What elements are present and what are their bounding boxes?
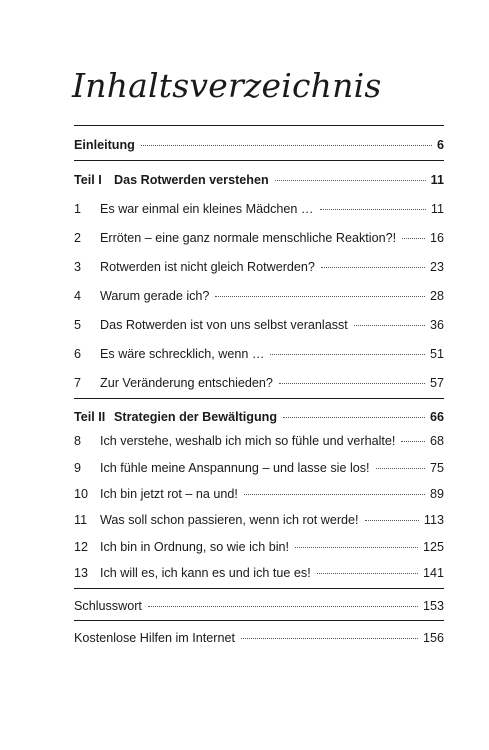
- toc-entry-schlusswort[interactable]: [74, 596, 444, 616]
- toc-page-number: 57: [429, 376, 444, 390]
- dot-leader: [141, 144, 432, 146]
- toc-entry-chapter-10[interactable]: [74, 484, 444, 504]
- toc-page-number: 36: [429, 318, 444, 332]
- toc-page-number: 66: [429, 410, 444, 424]
- toc-label: Strategien der Bewältigung: [114, 410, 278, 424]
- toc-part-number: Teil I: [74, 173, 102, 187]
- dot-leader: [275, 179, 426, 181]
- toc-page-number: 75: [429, 461, 444, 475]
- toc-entry-chapter-4[interactable]: [74, 286, 444, 306]
- toc-entry-chapter-2[interactable]: [74, 228, 444, 248]
- divider: [74, 125, 444, 126]
- dot-leader: [365, 519, 419, 521]
- toc-label: Was soll schon passieren, wenn ich rot werde!: [100, 513, 359, 527]
- page-title: Inhaltsverzeichnis: [72, 66, 382, 105]
- toc-label: Ich bin jetzt rot – na und!: [100, 487, 238, 501]
- toc-label: Ich bin in Ordnung, so wie ich bin!: [100, 540, 290, 554]
- toc-label: Warum gerade ich?: [100, 289, 210, 303]
- toc-chapter-number: 8: [74, 434, 82, 448]
- toc-chapter-number: 13: [74, 566, 89, 580]
- toc-page-number: 16: [429, 231, 444, 245]
- toc-page-number: 141: [422, 566, 444, 580]
- toc-entry-chapter-12[interactable]: [74, 537, 444, 557]
- toc-chapter-number: 9: [74, 461, 82, 475]
- dot-leader: [402, 237, 425, 239]
- toc-page-number: 28: [429, 289, 444, 303]
- toc-chapter-number: 5: [74, 318, 82, 332]
- toc-page-number: 153: [422, 599, 444, 613]
- toc-page-number: 11: [430, 202, 444, 216]
- toc-label: Ich fühle meine Anspannung – und lasse sie los!: [100, 461, 370, 475]
- toc-label: Kostenlose Hilfen im Internet: [74, 631, 236, 645]
- toc-label: Zur Veränderung entschieden?: [100, 376, 273, 390]
- dot-leader: [295, 546, 418, 548]
- dot-leader: [320, 208, 426, 210]
- dot-leader: [317, 572, 418, 574]
- toc-chapter-number: 11: [74, 513, 88, 527]
- toc-page-number: 51: [429, 347, 444, 361]
- toc-chapter-number: 3: [74, 260, 82, 274]
- toc-chapter-number: 7: [74, 376, 82, 390]
- dot-leader: [321, 266, 425, 268]
- toc-entry-part-1[interactable]: [74, 170, 444, 190]
- dot-leader: [215, 295, 425, 297]
- toc-page-number: 113: [423, 513, 444, 527]
- divider: [74, 620, 444, 621]
- dot-leader: [241, 637, 418, 639]
- toc-page-number: 156: [422, 631, 444, 645]
- toc-label: Rotwerden ist nicht gleich Rotwerden?: [100, 260, 315, 274]
- dot-leader: [244, 493, 425, 495]
- toc-entry-chapter-8[interactable]: [74, 431, 444, 451]
- toc-chapter-number: 6: [74, 347, 82, 361]
- dot-leader: [283, 416, 425, 418]
- dot-leader: [376, 467, 425, 469]
- toc-entry-chapter-13[interactable]: [74, 563, 444, 583]
- toc-label: Schlusswort: [74, 599, 142, 613]
- toc-entry-chapter-3[interactable]: [74, 257, 444, 277]
- toc-page-number: 89: [429, 487, 444, 501]
- toc-chapter-number: 12: [74, 540, 89, 554]
- toc-entry-chapter-6[interactable]: [74, 344, 444, 364]
- toc-page-number: 6: [436, 138, 444, 152]
- toc-label: Es wäre schrecklich, wenn …: [100, 347, 265, 361]
- dot-leader: [401, 440, 425, 442]
- dot-leader: [354, 324, 425, 326]
- toc-entry-chapter-1[interactable]: [74, 199, 444, 219]
- toc-label: Das Rotwerden ist von uns selbst veranlasst: [100, 318, 348, 332]
- toc-label: Ich verstehe, weshalb ich mich so fühle und verhalte!: [100, 434, 396, 448]
- toc-entry-einleitung[interactable]: [74, 135, 444, 155]
- divider: [74, 588, 444, 589]
- divider: [74, 398, 444, 399]
- toc-entry-hilfen[interactable]: [74, 628, 444, 648]
- toc-entry-chapter-9[interactable]: [74, 458, 444, 478]
- divider: [74, 160, 444, 161]
- toc-page-number: 11: [430, 173, 444, 187]
- toc-part-number: Teil II: [74, 410, 106, 424]
- dot-leader: [270, 353, 425, 355]
- toc-label: Einleitung: [74, 138, 135, 152]
- toc-chapter-number: 10: [74, 487, 89, 501]
- toc-entry-chapter-5[interactable]: [74, 315, 444, 335]
- toc-page-number: 125: [422, 540, 444, 554]
- toc-entry-chapter-7[interactable]: [74, 373, 444, 393]
- toc-chapter-number: 4: [74, 289, 82, 303]
- toc-label: Das Rotwerden verstehen: [114, 173, 269, 187]
- toc-label: Ich will es, ich kann es und ich tue es!: [100, 566, 311, 580]
- toc-page-number: 68: [429, 434, 444, 448]
- dot-leader: [279, 382, 425, 384]
- toc-chapter-number: 2: [74, 231, 82, 245]
- toc-label: Erröten – eine ganz normale menschliche Reaktion?!: [100, 231, 397, 245]
- toc-chapter-number: 1: [74, 202, 82, 216]
- dot-leader: [148, 605, 418, 607]
- toc-page-number: 23: [429, 260, 444, 274]
- toc-entry-chapter-11[interactable]: [74, 510, 444, 530]
- toc-label: Es war einmal ein kleines Mädchen …: [100, 202, 314, 216]
- toc-entry-part-2[interactable]: [74, 407, 444, 427]
